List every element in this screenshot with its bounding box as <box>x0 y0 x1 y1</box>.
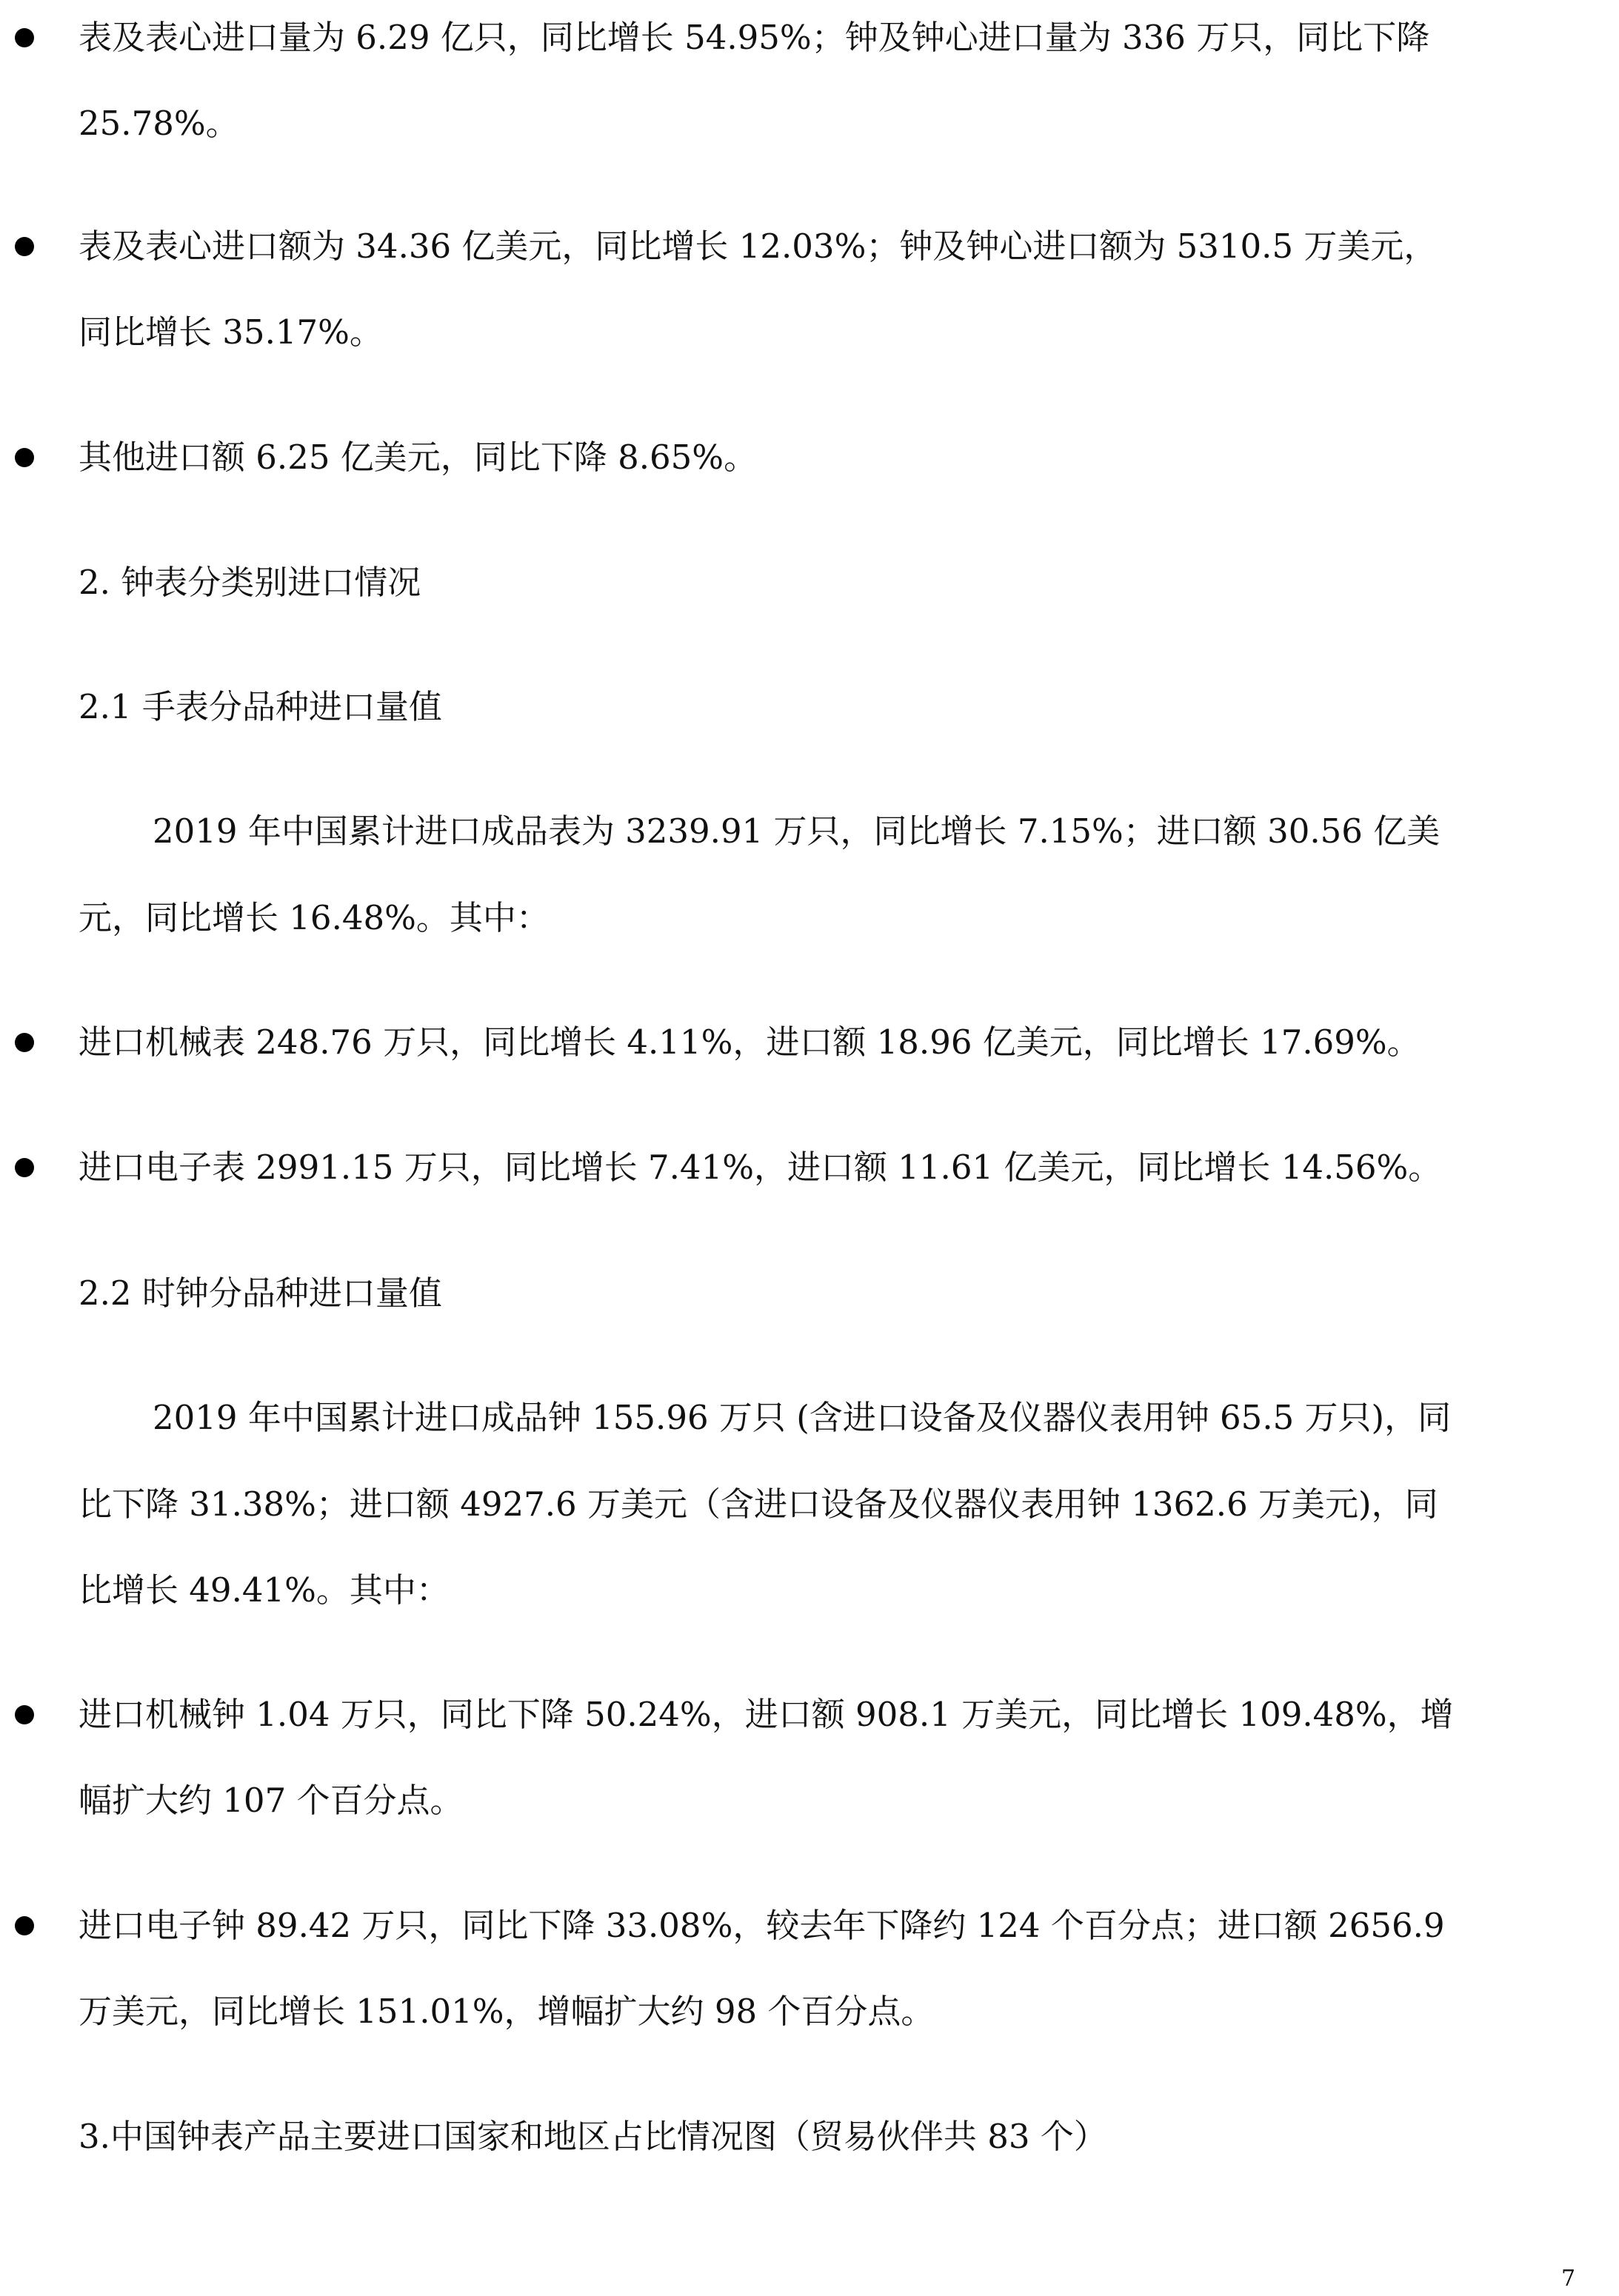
text-line: 进口机械钟 1.04 万只，同比下降 50.24%，进口额 908.1 万美元，同比增长 109.48%，增 <box>79 1695 1454 1734</box>
text-line: 2019 年中国累计进口成品表为 3239.91 万只，同比增长 7.15%；进口额 30.56 亿美 <box>153 811 1441 851</box>
text-line: 25.78%。 <box>79 104 239 143</box>
bullet-marker <box>15 237 34 256</box>
section-heading: 2. 钟表分类别进口情况 <box>79 563 421 602</box>
text-line: 表及表心进口额为 34.36 亿美元，同比增长 12.03%；钟及钟心进口额为 5310.5 万美元， <box>79 227 1438 266</box>
bullet-marker <box>15 1033 34 1052</box>
bullet-marker <box>15 1916 34 1935</box>
text-line: 同比增长 35.17%。 <box>79 312 383 352</box>
text-line: 比增长 49.41%。其中： <box>79 1570 450 1610</box>
subsection-heading: 2.2 时钟分品种进口量值 <box>79 1273 442 1313</box>
section-heading: 3.中国钟表产品主要进口国家和地区占比情况图（贸易伙伴共 83 个） <box>79 2117 1107 2156</box>
text-line: 2019 年中国累计进口成品钟 155.96 万只 (含进口设备及仪器仪表用钟 65.5 万只)，同 <box>153 1398 1452 1437</box>
bullet-marker <box>15 28 34 47</box>
text-line: 比下降 31.38%；进口额 4927.6 万美元（含进口设备及仪器仪表用钟 1362.6 万美元)，同 <box>79 1485 1438 1524</box>
bullet-marker <box>15 1158 34 1177</box>
text-line: 幅扩大约 107 个百分点。 <box>79 1781 464 1820</box>
text-line: 进口电子钟 89.42 万只，同比下降 33.08%，较去年下降约 124 个百分点；进口额 2656.9 <box>79 1906 1445 1945</box>
subsection-heading: 2.1 手表分品种进口量值 <box>79 687 442 726</box>
text-line: 其他进口额 6.25 亿美元，同比下降 8.65%。 <box>79 438 758 477</box>
text-line: 进口机械表 248.76 万只，同比增长 4.11%，进口额 18.96 亿美元，同比增长 17.69%。 <box>79 1023 1421 1062</box>
text-line: 元，同比增长 16.48%。其中： <box>79 898 550 937</box>
bullet-marker <box>15 448 34 467</box>
bullet-marker <box>15 1705 34 1724</box>
text-line: 万美元，同比增长 151.01%，增幅扩大约 98 个百分点。 <box>79 1992 935 2031</box>
text-line: 进口电子表 2991.15 万只，同比增长 7.41%，进口额 11.61 亿美元，同比增长 14.56%。 <box>79 1148 1442 1187</box>
text-line: 表及表心进口量为 6.29 亿只，同比增长 54.95%；钟及钟心进口量为 336 万只，同比下降 <box>79 18 1430 57</box>
page-number: 7 <box>1561 2266 1576 2292</box>
